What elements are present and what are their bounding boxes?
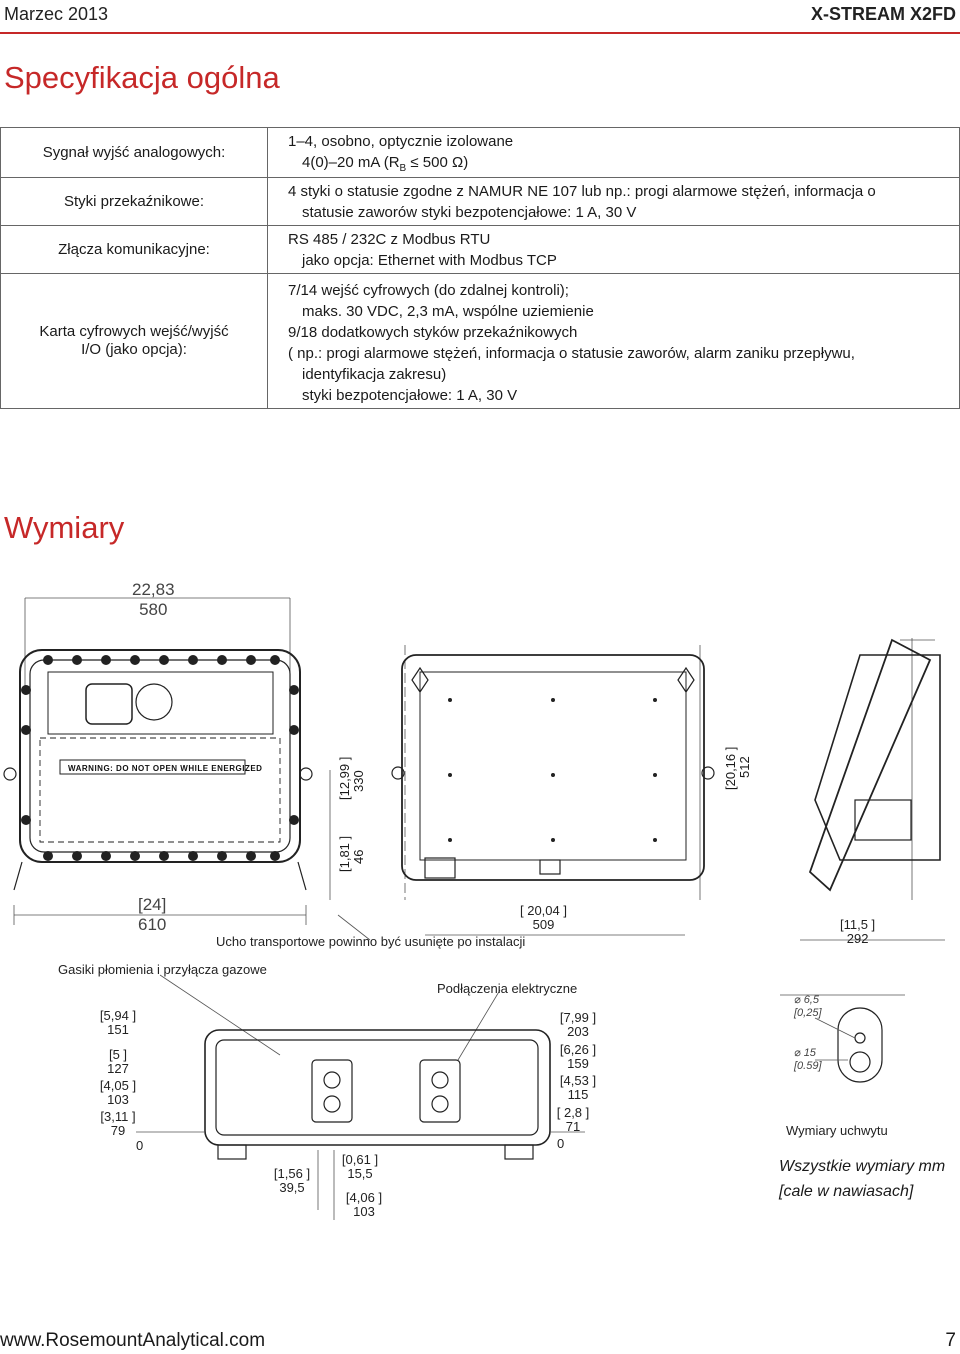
page-number: 7 — [945, 1330, 956, 1351]
bottom-right-zero: 0 — [557, 1136, 565, 1151]
bottom-left-zero: 0 — [136, 1138, 144, 1153]
spec-value: 1–4, osobno, optycznie izolowane 4(0)–20 mA ($R_B \le 500$ Ω) — [268, 128, 960, 178]
side-view-drawing — [800, 638, 945, 940]
bracket-hole-small: ⌀ 6,5 [0,25] — [794, 994, 822, 1019]
front-width-label: 22,83 580 — [132, 580, 175, 619]
spec-table — [0, 127, 960, 409]
side-width-label: [11,5 ] 292 — [840, 917, 876, 946]
bottom-left-dim: [4,05 ] 103 — [99, 1078, 137, 1107]
bottom-left-dim: [5,94 ] 151 — [99, 1008, 137, 1037]
gas-connections-label: Gasiki płomienia i przyłącza gazowe — [58, 962, 267, 977]
bottom-left-dim: [5 ] 127 — [107, 1047, 129, 1076]
front-height1-label: [12,99 ] 330 — [337, 756, 366, 800]
front-bottom-width-label: [24] 610 — [138, 895, 167, 934]
current-loop-line: 4(0)–20 mA ($R_B \le 500$ Ω) — [302, 154, 469, 174]
spec-value: RS 485 / 232C z Modbus RTU jako opcja: Ethernet with Modbus TCP — [268, 226, 960, 274]
bottom-left-dim: [3,11 ] 79 — [100, 1109, 136, 1138]
units-note-2: [cale w nawiasach] — [779, 1183, 914, 1200]
bottom-small-dim: [0,61 ] 15,5 — [341, 1152, 379, 1181]
header-date: Marzec 2013 — [4, 4, 109, 24]
spec-row — [1, 178, 960, 226]
bracket-caption: Wymiary uchwytu — [786, 1123, 888, 1138]
back-view-drawing — [392, 645, 714, 935]
bottom-view-drawing — [136, 975, 585, 1220]
bottom-small-dim: [4,06 ] 103 — [345, 1190, 383, 1219]
spec-value: 7/14 wejść cyfrowych (do zdalnej kontroli); maks. 30 VDC, 2,3 mA, wspólne uziemienie 9/18 dodatkowych styków przekaźnikowych ( np.: progi alarmowe stężeń, informacja o statusie zaworów, alarm zaniku przepływu, identyfikacja zakresu) styki bezpotencjałowe: 1 A, 30 V — [268, 274, 960, 409]
spec-row — [1, 226, 960, 274]
bracket-hole-large: ⌀ 15 [0.59] — [794, 1047, 822, 1072]
back-width-label: [ 20,04 ] 509 — [520, 903, 567, 932]
units-note-1: Wszystkie wymiary mm — [779, 1158, 946, 1175]
spec-label: Złącza komunikacyjne: — [1, 226, 268, 274]
spec-label: Sygnał wyjść analogowych: — [1, 128, 268, 178]
transport-note: Ucho transportowe powinno być usunięte po instalacji — [216, 934, 526, 949]
header-product: X-STREAM X2FD — [810, 4, 956, 24]
header-divider — [0, 32, 960, 34]
bottom-small-dim: [1,56 ] 39,5 — [273, 1166, 311, 1195]
footer-url[interactable]: www.RosemountAnalytical.com — [0, 1330, 266, 1351]
back-height-label: [20,16 ] 512 — [723, 746, 752, 790]
spec-label: Karta cyfrowych wejść/wyjść I/O (jako opcja): — [1, 274, 268, 409]
front-height2-label: [1,81 ] 46 — [337, 835, 366, 872]
bottom-right-dim: [7,99 ] 203 — [559, 1010, 597, 1039]
spec-label: Styki przekaźnikowe: — [1, 178, 268, 226]
spec-value: 4 styki o statusie zgodne z NAMUR NE 107 lub np.: progi alarmowe stężeń, informacja o statusie zaworów styki bezpotencjałowe: 1 A, 30 V — [268, 178, 960, 226]
bottom-right-dim: [ 2,8 ] 71 — [556, 1105, 590, 1134]
bottom-right-dim: [6,26 ] 159 — [559, 1042, 597, 1071]
section-title-dimensions: Wymiary — [4, 510, 125, 545]
electrical-connections-label: Podłączenia elektryczne — [437, 981, 578, 996]
spec-row — [1, 128, 960, 178]
section-title-spec: Specyfikacja ogólna — [4, 60, 280, 95]
bottom-right-dim: [4,53 ] 115 — [559, 1073, 597, 1102]
front-warning-text: WARNING: DO NOT OPEN WHILE ENERGIZED — [68, 764, 263, 773]
spec-row — [1, 274, 960, 409]
